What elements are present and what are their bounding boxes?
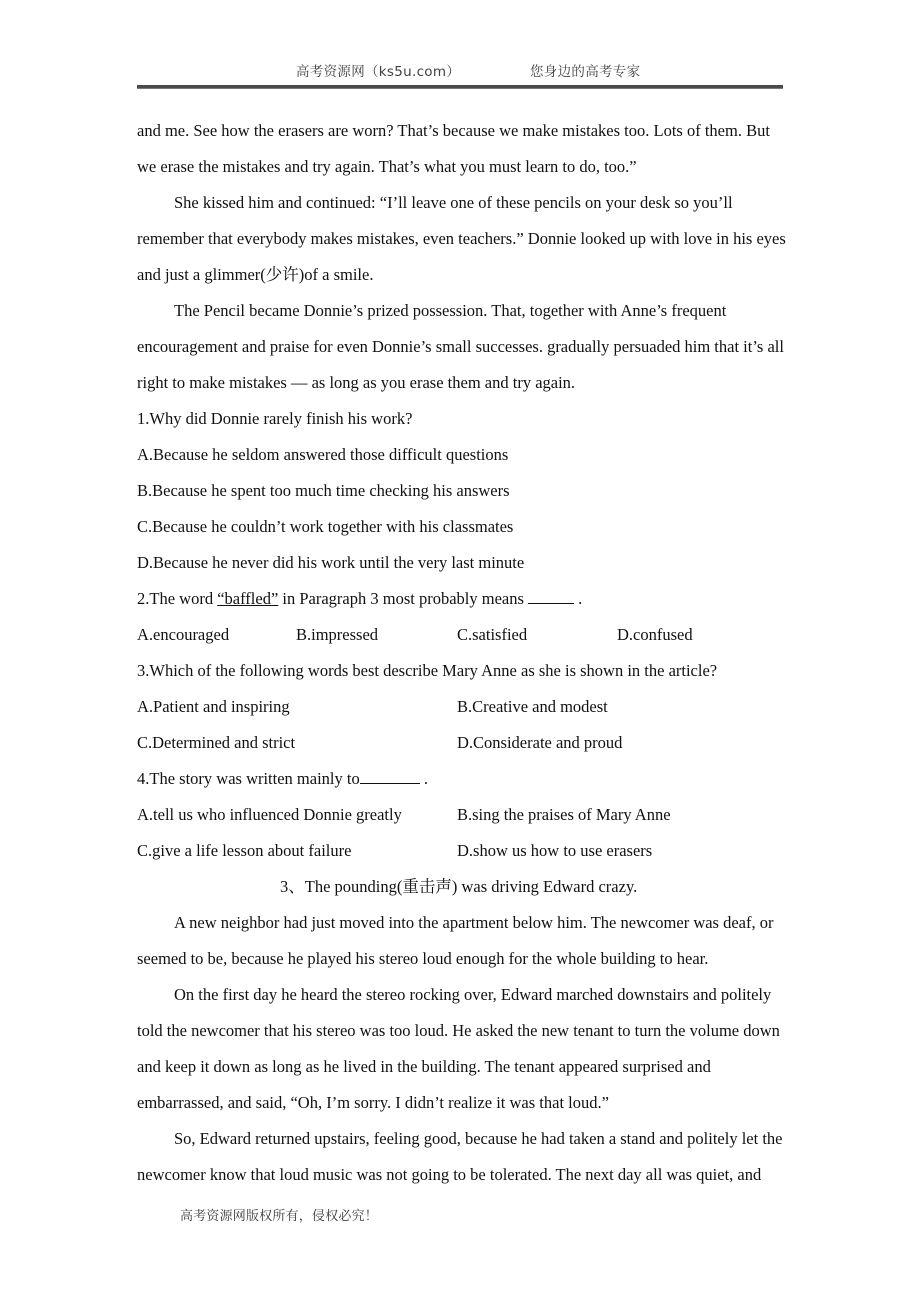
question-2-option-c[interactable]: C.satisfied [457, 625, 528, 644]
question-3-option-c[interactable]: C.Determined and strict [137, 733, 296, 752]
question-1-option-c[interactable]: C.Because he couldn’t work together with his classmates [137, 517, 514, 536]
question-4-answer-blank[interactable] [360, 783, 420, 784]
question-2-option-a[interactable]: A.encouraged [137, 625, 230, 644]
question-3-option-d[interactable]: D.Considerate and proud [457, 733, 623, 752]
header-site-name: 高考资源网（ks5u.com） [296, 64, 461, 80]
body-line: So, Edward returned upstairs, feeling good, because he had taken a stand and politely let the [174, 1129, 783, 1148]
header-slogan: 您身边的高考专家 [530, 64, 641, 80]
passage-3-heading: 3、The pounding(重击声) was driving Edward crazy. [280, 877, 638, 896]
question-1-option-a[interactable]: A.Because he seldom answered those difficult questions [137, 445, 509, 464]
body-line: and me. See how the erasers are worn? That’s because we make mistakes too. Lots of them. But [137, 121, 770, 140]
body-line: She kissed him and continued: “I’ll leave one of these pencils on your desk so you’ll [174, 193, 733, 212]
body-line: and keep it down as long as he lived in the building. The tenant appeared surprised and [137, 1057, 711, 1076]
page-footer-copyright: 高考资源网版权所有，侵权必究！ [180, 1209, 379, 1224]
question-4-stem-post: . [419, 769, 428, 788]
question-2-underlined-word: “baffled” [217, 589, 279, 608]
question-4-stem-pre: 4.The story was written mainly to [137, 769, 360, 788]
question-4-option-d[interactable]: D.show us how to use erasers [457, 841, 653, 860]
question-3-stem: 3.Which of the following words best describe Mary Anne as she is shown in the article? [137, 661, 718, 680]
body-line: encouragement and praise for even Donnie’s small successes. gradually persuaded him that it’s all [137, 337, 784, 356]
body-line: embarrassed, and said, “Oh, I’m sorry. I didn’t realize it was that loud.” [137, 1093, 609, 1112]
question-4-option-a[interactable]: A.tell us who influenced Donnie greatly [137, 805, 402, 824]
question-1-stem: 1.Why did Donnie rarely finish his work? [137, 409, 413, 428]
question-4-option-b[interactable]: B.sing the praises of Mary Anne [457, 805, 671, 824]
question-2-stem-post: . [574, 589, 583, 608]
question-3-option-a[interactable]: A.Patient and inspiring [137, 697, 290, 716]
body-line: The Pencil became Donnie’s prized possession. That, together with Anne’s frequent [174, 301, 727, 320]
body-line: we erase the mistakes and try again. That’s what you must learn to do, too.” [137, 157, 637, 176]
body-line: seemed to be, because he played his stereo loud enough for the whole building to hear. [137, 949, 709, 968]
body-line: right to make mistakes — as long as you erase them and try again. [137, 373, 576, 392]
question-1-option-d[interactable]: D.Because he never did his work until the very last minute [137, 553, 525, 572]
question-2-option-b[interactable]: B.impressed [296, 625, 379, 644]
question-2-stem-pre: 2.The word [137, 589, 218, 608]
body-line: remember that everybody makes mistakes, even teachers.” Donnie looked up with love in his eyes [137, 229, 786, 248]
body-line: newcomer know that loud music was not going to be tolerated. The next day all was quiet, and [137, 1165, 762, 1184]
question-4-stem [137, 770, 797, 788]
body-line: A new neighbor had just moved into the apartment below him. The newcomer was deaf, or [174, 913, 774, 932]
question-2-stem-mid: in Paragraph 3 most probably means [278, 589, 529, 608]
body-line: told the newcomer that his stereo was too loud. He asked the new tenant to turn the volume down [137, 1021, 780, 1040]
question-3-option-b[interactable]: B.Creative and modest [457, 697, 608, 716]
page-header [137, 60, 783, 90]
question-1-option-b[interactable]: B.Because he spent too much time checking his answers [137, 481, 510, 500]
header-divider [137, 85, 783, 89]
question-2-option-d[interactable]: D.confused [617, 625, 693, 644]
question-2-stem [137, 590, 797, 608]
question-2-answer-blank[interactable] [528, 603, 574, 604]
body-line: On the first day he heard the stereo rocking over, Edward marched downstairs and politely [174, 985, 772, 1004]
question-4-option-c[interactable]: C.give a life lesson about failure [137, 841, 352, 860]
body-line: and just a glimmer(少许)of a smile. [137, 265, 374, 284]
